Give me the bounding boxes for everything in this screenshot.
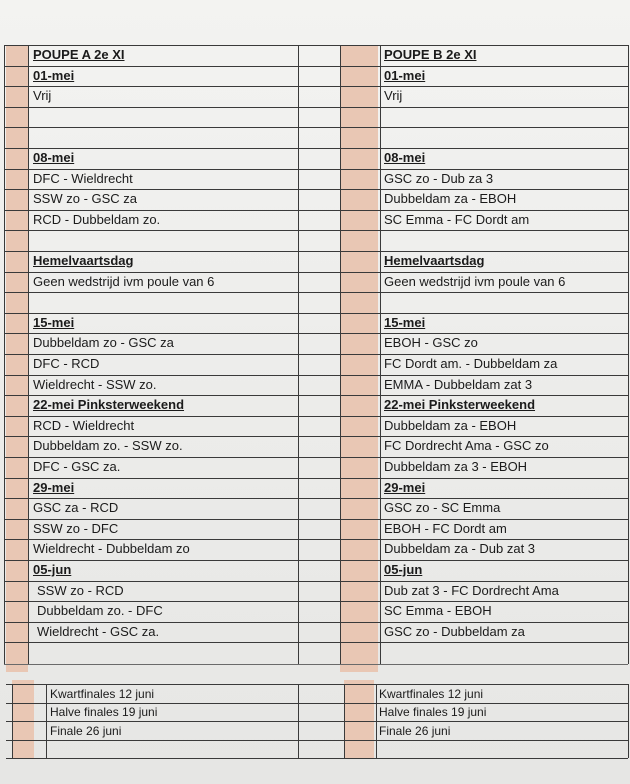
right-row-6: Dubbeldam za - EBOH: [384, 191, 517, 207]
left-row-5: DFC - Wieldrecht: [33, 170, 133, 186]
right-row-25: Dub zat 3 - FC Dordrecht Ama: [384, 582, 559, 598]
right-row-15: EMMA - Dubbeldam zat 3: [384, 376, 533, 392]
finals-column-rule: [46, 684, 47, 758]
left-final-2: Finale 26 juni: [50, 723, 122, 738]
left-row-25: SSW zo - RCD: [37, 582, 124, 598]
left-row-12: 15-mei: [33, 314, 75, 330]
right-final-0: Kwartfinales 12 juni: [379, 686, 484, 701]
right-row-22: EBOH - FC Dordt am: [384, 520, 507, 536]
left-final-1: Halve finales 19 juni: [50, 705, 158, 719]
table-rule: [4, 230, 628, 231]
right-row-7: SC Emma - FC Dordt am: [384, 211, 530, 227]
right-row-18: FC Dordrecht Ama - GSC zo: [384, 438, 549, 454]
finals-column-rule: [344, 684, 345, 758]
table-column-rule: [28, 45, 29, 664]
peach-strip-left: [6, 45, 28, 672]
left-row-24: 05-jun: [33, 562, 72, 577]
table-rule: [4, 148, 628, 149]
finals-column-rule: [376, 684, 377, 758]
left-row-20: 29-mei: [33, 479, 75, 495]
left-row-21: GSC za - RCD: [33, 500, 119, 516]
table-column-rule: [298, 45, 299, 664]
finals-rule: [6, 758, 628, 759]
right-row-16: 22-mei Pinksterweekend: [384, 397, 536, 413]
finals-column-rule: [12, 684, 13, 758]
table-rule: [4, 664, 628, 665]
right-row-12: 15-mei: [384, 314, 426, 330]
peach-strip-left-finals: [12, 680, 34, 758]
right-row-21: GSC zo - SC Emma: [384, 500, 501, 516]
right-final-1: Halve finales 19 juni: [379, 705, 487, 719]
peach-strip-right: [340, 45, 378, 672]
left-row-19: DFC - GSC za.: [33, 459, 121, 474]
right-row-19: Dubbeldam za 3 - EBOH: [384, 459, 528, 474]
left-row-10: Geen wedstrijd ivm poule van 6: [33, 273, 215, 289]
finals-rule: [6, 740, 628, 741]
left-row-27: Wieldrecht - GSC za.: [37, 623, 160, 639]
right-row-26: SC Emma - EBOH: [384, 603, 492, 619]
table-rule: [4, 107, 628, 108]
left-row-26: Dubbeldam zo. - DFC: [37, 603, 163, 619]
right-title: POUPE B 2e XI: [384, 47, 477, 62]
table-column-rule: [340, 45, 341, 664]
left-row-7: RCD - Dubbeldam zo.: [33, 211, 161, 227]
right-row-20: 29-mei: [384, 479, 426, 495]
right-row-9: Hemelvaartsdag: [384, 253, 485, 268]
left-row-13: Dubbeldam zo - GSC za: [33, 335, 174, 351]
right-row-17: Dubbeldam za - EBOH: [384, 417, 517, 433]
left-row-0: 01-mei: [33, 67, 75, 83]
left-row-15: Wieldrecht - SSW zo.: [33, 376, 157, 392]
table-rule: [4, 292, 628, 293]
right-row-4: 08-mei: [384, 150, 426, 165]
table-rule: [4, 642, 628, 643]
left-row-22: SSW zo - DFC: [33, 520, 119, 536]
right-row-24: 05-jun: [384, 562, 423, 577]
table-column-rule: [4, 45, 5, 664]
left-row-1: Vrij: [33, 88, 52, 104]
left-row-9: Hemelvaartsdag: [33, 253, 134, 268]
right-row-10: Geen wedstrijd ivm poule van 6: [384, 273, 566, 289]
finals-column-rule: [298, 684, 299, 758]
finals-column-rule: [628, 684, 629, 758]
left-row-16: 22-mei Pinksterweekend: [33, 397, 185, 413]
right-row-0: 01-mei: [384, 67, 426, 83]
table-rule: [4, 66, 628, 67]
right-row-1: Vrij: [384, 88, 403, 104]
left-title: POUPE A 2e XI: [33, 47, 125, 62]
peach-strip-right-finals: [344, 680, 374, 758]
right-row-5: GSC zo - Dub za 3: [384, 170, 494, 186]
right-row-27: GSC zo - Dubbeldam za: [384, 623, 525, 639]
left-final-0: Kwartfinales 12 juni: [50, 686, 155, 701]
table-rule: [4, 127, 628, 128]
right-row-23: Dubbeldam za - Dub zat 3: [384, 541, 536, 557]
right-row-14: FC Dordt am. - Dubbeldam za: [384, 356, 558, 371]
table-rule: [4, 478, 628, 479]
right-row-13: EBOH - GSC zo: [384, 335, 478, 351]
left-row-17: RCD - Wieldrecht: [33, 417, 135, 433]
left-row-6: SSW zo - GSC za: [33, 191, 138, 207]
table-rule: [4, 313, 628, 314]
table-column-rule: [380, 45, 381, 664]
table-column-rule: [628, 45, 629, 664]
table-rule: [4, 86, 628, 87]
table-rule: [4, 560, 628, 561]
left-row-18: Dubbeldam zo. - SSW zo.: [33, 438, 183, 454]
right-final-2: Finale 26 juni: [379, 723, 451, 738]
left-row-23: Wieldrecht - Dubbeldam zo: [33, 541, 190, 557]
left-row-14: DFC - RCD: [33, 356, 100, 371]
left-row-4: 08-mei: [33, 150, 75, 165]
